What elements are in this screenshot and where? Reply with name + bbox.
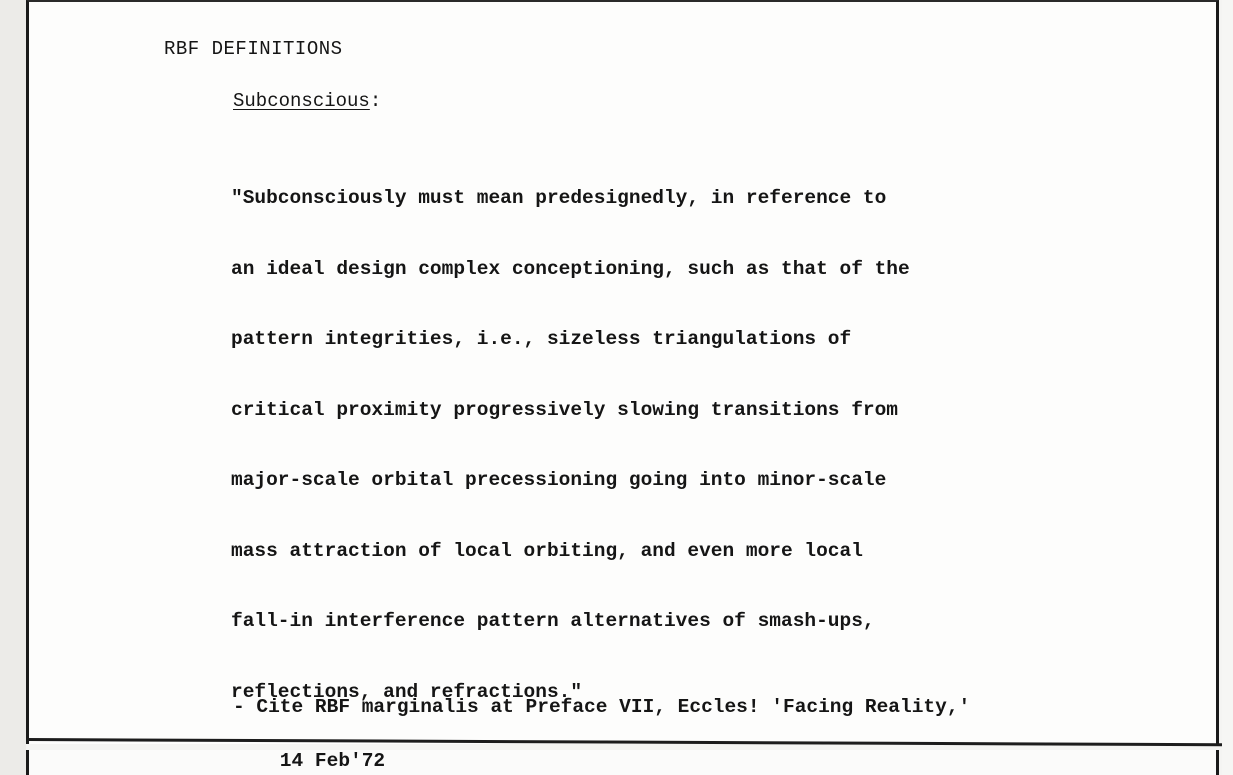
- citation: [233, 662, 970, 775]
- scan-right-margin: [1222, 0, 1233, 775]
- definition-line: critical proximity progressively slowing transitions from: [231, 398, 899, 421]
- term-label: Subconscious: [233, 90, 370, 112]
- definition-quote: [231, 140, 910, 751]
- term-heading: [233, 90, 381, 112]
- definition-line: pattern integrities, i.e., sizeless triangulations of: [231, 328, 852, 350]
- citation-source: - Cite RBF marginalis at Preface VII, Eccles! 'Facing Reality,': [233, 696, 971, 718]
- term-colon: :: [369, 90, 382, 112]
- scan-left-margin: [0, 0, 26, 775]
- definition-line: fall-in interference pattern alternatives of smash-ups,: [231, 610, 875, 632]
- definition-line: major-scale orbital precessioning going into minor-scale: [231, 469, 887, 491]
- definition-line: an ideal design complex conceptioning, such as that of the: [231, 257, 910, 280]
- definition-line: reflections, and refractions.": [231, 680, 583, 703]
- card-heading: RBF DEFINITIONS: [164, 38, 343, 60]
- definition-line: mass attraction of local orbiting, and even more local: [231, 539, 863, 562]
- citation-date: 14 Feb'72: [233, 750, 386, 772]
- definition-line: "Subconsciously must mean predesignedly, in reference to: [231, 187, 887, 209]
